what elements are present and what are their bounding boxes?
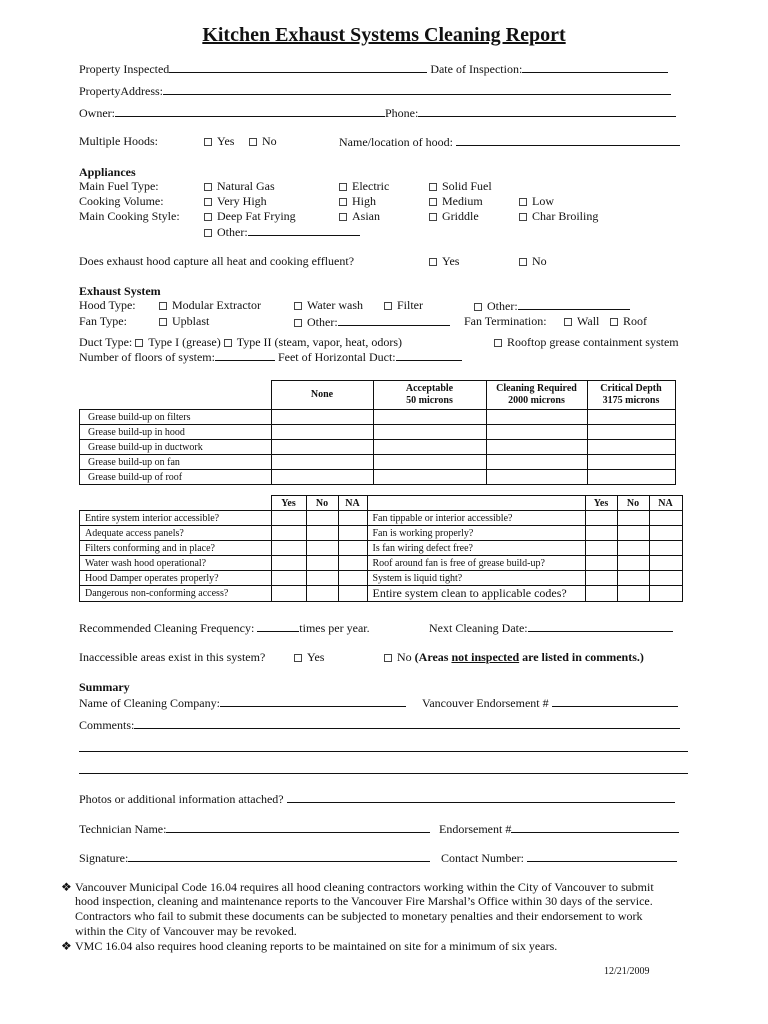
hood-type-label: Hood Type: (79, 298, 136, 312)
checkbox-icon[interactable] (204, 138, 212, 146)
fuel-natural-gas[interactable]: Natural Gas (204, 179, 275, 193)
property-inspected-row (79, 61, 668, 76)
frequency-field[interactable] (257, 620, 299, 632)
volume-medium[interactable]: Medium (429, 194, 483, 208)
duct-type-2[interactable]: Type II (steam, vapor, heat, odors) (224, 335, 402, 349)
check-header-no-right: No (617, 496, 649, 511)
company-field[interactable] (220, 695, 406, 707)
frequency-suffix: times per year. (299, 621, 370, 635)
hood-modular-extractor[interactable]: Modular Extractor (159, 298, 261, 312)
horizontal-duct-label: Feet of Horizontal Duct: (277, 350, 396, 364)
horizontal-duct-field[interactable] (396, 349, 462, 361)
cooking-volume-label: Cooking Volume: (79, 194, 164, 208)
volume-low[interactable]: Low (519, 194, 554, 208)
table-row: Grease build-up of roof (80, 470, 676, 485)
hood-location-label: Name/location of hood: (339, 135, 453, 149)
checkbox-icon[interactable] (494, 339, 502, 347)
header-line: Cleaning Required (496, 383, 577, 394)
frequency-row (79, 620, 370, 635)
hood-other-field[interactable] (518, 298, 630, 310)
inaccessible-label: Inaccessible areas exist in this system? (79, 650, 266, 664)
table-row: Adequate access panels? Fan is working properly? (80, 526, 683, 541)
summary-heading: Summary (79, 680, 130, 694)
floors-label: Number of floors of system: (79, 350, 215, 364)
checkbox-icon[interactable] (384, 654, 392, 662)
property-address-field[interactable] (163, 83, 671, 95)
hood-location-row (339, 134, 680, 149)
header-line: 3175 microns (602, 395, 660, 406)
checkbox-icon[interactable] (429, 183, 437, 191)
checkbox-icon[interactable] (519, 198, 527, 206)
checkbox-icon[interactable] (429, 258, 437, 266)
header-line: 2000 microns (508, 395, 565, 406)
multiple-hoods-label: Multiple Hoods: (79, 134, 159, 148)
page-title: Kitchen Exhaust Systems Cleaning Report (202, 24, 566, 46)
inaccessible-yes[interactable]: Yes (294, 650, 324, 664)
next-cleaning-label: Next Cleaning Date: (429, 621, 528, 635)
photos-field[interactable] (287, 791, 675, 803)
fan-other-field[interactable] (338, 314, 450, 326)
multiple-hoods-yes[interactable]: Yes (204, 134, 234, 148)
checkbox-icon[interactable] (159, 318, 167, 326)
grease-header-cleaning-required (486, 381, 587, 410)
comments-label: Comments: (79, 718, 135, 732)
fan-termination-roof[interactable]: Roof (610, 314, 647, 328)
comments-row (79, 717, 680, 732)
checkbox-icon[interactable] (224, 339, 232, 347)
main-fuel-type-label: Main Fuel Type: (79, 179, 159, 193)
style-char-broiling[interactable]: Char Broiling (519, 209, 598, 223)
vancouver-endorsement-field[interactable] (552, 695, 678, 707)
table-row: Grease build-up in hood (80, 425, 676, 440)
date-of-inspection-field[interactable] (522, 61, 668, 73)
check-header-na: NA (338, 496, 367, 511)
table-row: Water wash hood operational? Roof around fan is free of grease build-up? (80, 556, 683, 571)
grease-header-acceptable (373, 381, 486, 410)
owner-label: Owner: (79, 106, 115, 120)
owner-field[interactable] (115, 105, 385, 117)
fan-termination-label: Fan Termination: (464, 314, 547, 328)
tech-endorsement-field[interactable] (511, 821, 679, 833)
header-line: Critical Depth (600, 383, 662, 394)
hood-water-wash[interactable]: Water wash (294, 298, 363, 312)
style-other[interactable]: Other: (204, 224, 360, 239)
phone-field[interactable] (418, 105, 676, 117)
volume-high[interactable]: High (339, 194, 376, 208)
inspection-check-table (79, 495, 683, 602)
check-header-yes: Yes (271, 496, 306, 511)
signature-field[interactable] (128, 850, 430, 862)
duct-type-label: Duct Type: (79, 335, 133, 349)
check-header-na-right: NA (649, 496, 682, 511)
fan-type-label: Fan Type: (79, 314, 127, 328)
note-2: ❖ VMC 16.04 also requires hood cleaning reports to be maintained on site for a minimum of six years. (61, 939, 558, 953)
checkbox-icon[interactable] (564, 318, 572, 326)
header-line: Acceptable (405, 383, 454, 394)
style-griddle[interactable]: Griddle (429, 209, 479, 223)
capture-yes[interactable]: Yes (429, 254, 459, 268)
duct-type-1[interactable]: Type I (grease) (135, 335, 220, 349)
checkbox-icon[interactable] (135, 339, 143, 347)
fan-other[interactable]: Other: (294, 314, 450, 329)
checkbox-icon[interactable] (474, 303, 482, 311)
tech-endorsement-label: Endorsement # (439, 822, 512, 836)
check-header-yes-right: Yes (585, 496, 617, 511)
rooftop-grease-containment[interactable]: Rooftop grease containment system (494, 335, 679, 349)
volume-very-high[interactable]: Very High (204, 194, 267, 208)
next-cleaning-field[interactable] (528, 620, 673, 632)
fuel-electric[interactable]: Electric (339, 179, 389, 193)
bullet-icon: ❖ (61, 939, 72, 953)
bullet-icon: ❖ (61, 880, 72, 894)
checkbox-icon[interactable] (429, 198, 437, 206)
inaccessible-note: (Areas not inspected are listed in comments.) (414, 650, 644, 664)
table-row: Grease build-up in ductwork (80, 440, 676, 455)
table-row: Grease build-up on filters (80, 410, 676, 425)
checkbox-icon[interactable] (294, 319, 302, 327)
comments-line-3[interactable] (79, 773, 688, 774)
photos-label: Photos or additional information attached? (79, 792, 284, 806)
appliances-heading: Appliances (79, 165, 136, 179)
multiple-hoods-no[interactable]: No (249, 134, 277, 148)
style-deep-fat-frying[interactable]: Deep Fat Frying (204, 209, 296, 223)
contact-field[interactable] (527, 850, 677, 862)
grease-buildup-table (79, 380, 676, 485)
grease-header-none: None (271, 381, 373, 410)
table-row: Filters conforming and in place? Is fan wiring defect free? (80, 541, 683, 556)
property-address-row (79, 83, 671, 98)
checkbox-icon[interactable] (204, 198, 212, 206)
photos-row (79, 791, 675, 806)
checkbox-icon[interactable] (610, 318, 618, 326)
table-row: Dangerous non-conforming access? Entire system clean to applicable codes? (80, 586, 683, 602)
checkbox-icon[interactable] (384, 302, 392, 310)
vancouver-endorsement-row (422, 695, 678, 710)
owner-row (79, 105, 676, 120)
grease-header-critical-depth (587, 381, 675, 410)
next-cleaning-row (429, 620, 673, 635)
signature-label: Signature: (79, 851, 129, 865)
phone-label: Phone: (385, 106, 419, 120)
hood-filter[interactable]: Filter (384, 298, 423, 312)
fuel-solid[interactable]: Solid Fuel (429, 179, 492, 193)
checkbox-icon[interactable] (294, 654, 302, 662)
checkbox-icon[interactable] (519, 258, 527, 266)
property-inspected-field[interactable] (169, 61, 427, 73)
date-footer: 12/21/2009 (604, 966, 650, 977)
contact-row (441, 850, 677, 865)
contact-label: Contact Number: (441, 851, 524, 865)
table-row: Entire system interior accessible? Fan tippable or interior accessible? (80, 511, 683, 526)
style-other-field[interactable] (248, 224, 360, 236)
company-row (79, 695, 406, 710)
main-cooking-style-label: Main Cooking Style: (79, 209, 180, 223)
duct-type-row (79, 335, 402, 349)
checkbox-icon[interactable] (249, 138, 257, 146)
capture-no[interactable]: No (519, 254, 547, 268)
checkbox-icon[interactable] (519, 213, 527, 221)
tech-endorsement-row (439, 821, 679, 836)
signature-row (79, 850, 430, 865)
table-row: Hood Damper operates properly? System is liquid tight? (80, 571, 683, 586)
technician-row (79, 821, 430, 836)
checkbox-icon[interactable] (159, 302, 167, 310)
note-1: ❖ Vancouver Municipal Code 16.04 requires all hood cleaning contractors working within the City of Vancouver to submit (61, 880, 654, 894)
hood-other[interactable]: Other: (474, 298, 630, 313)
fan-termination-wall[interactable]: Wall (564, 314, 599, 328)
check-header-no: No (306, 496, 338, 511)
checkbox-icon[interactable] (294, 302, 302, 310)
note-1-line-3: Contractors who fail to submit these documents can be subjected to monetary penalties and their endorsement to work (75, 909, 643, 923)
checkbox-icon[interactable] (339, 213, 347, 221)
note-1-line-4: within the City of Vancouver may be revoked. (75, 924, 297, 938)
inaccessible-no[interactable]: No (Areas not inspected are listed in comments.) (384, 650, 644, 664)
checkbox-icon[interactable] (204, 183, 212, 191)
property-address-label: PropertyAddress: (79, 84, 163, 98)
exhaust-heading: Exhaust System (79, 284, 161, 298)
style-asian[interactable]: Asian (339, 209, 380, 223)
floors-row (79, 349, 462, 364)
comments-line-2[interactable] (79, 751, 688, 752)
checkbox-icon[interactable] (339, 183, 347, 191)
vancouver-endorsement-label: Vancouver Endorsement # (422, 696, 549, 710)
property-inspected-label: Property Inspected (79, 62, 170, 76)
checkbox-icon[interactable] (429, 213, 437, 221)
floors-field[interactable] (215, 349, 275, 361)
date-of-inspection-label: Date of Inspection: (430, 62, 523, 76)
header-line: 50 microns (406, 395, 453, 406)
fan-upblast[interactable]: Upblast (159, 314, 209, 328)
comments-field[interactable] (134, 717, 680, 729)
hood-location-field[interactable] (456, 134, 680, 146)
checkbox-icon[interactable] (339, 198, 347, 206)
checkbox-icon[interactable] (204, 229, 212, 237)
checkbox-icon[interactable] (204, 213, 212, 221)
technician-label: Technician Name: (79, 822, 167, 836)
frequency-label: Recommended Cleaning Frequency: (79, 621, 255, 635)
technician-field[interactable] (166, 821, 430, 833)
note-1-line-2: hood inspection, cleaning and maintenance reports to the Vancouver Fire Marshal’s Office within 30 days of the service. (75, 894, 653, 908)
capture-question: Does exhaust hood capture all heat and cooking effluent? (79, 254, 355, 268)
table-row: Grease build-up on fan (80, 455, 676, 470)
company-label: Name of Cleaning Company: (79, 696, 220, 710)
